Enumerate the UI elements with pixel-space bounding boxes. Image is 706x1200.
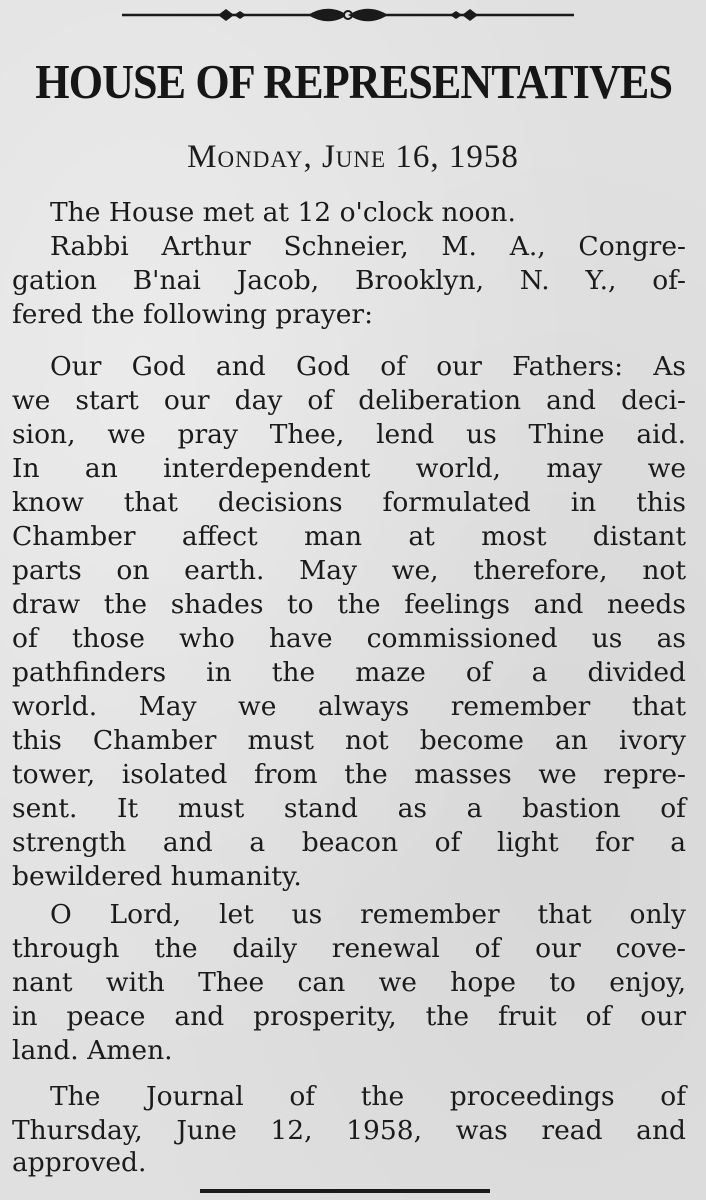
text-line: nant with Thee can we hope to enjoy, <box>12 967 686 998</box>
text-line: sent. It must stand as a bastion of <box>12 793 686 824</box>
text-line: Thursday, June 12, 1958, was read and <box>12 1115 686 1146</box>
text-line: in peace and prosperity, the fruit of our <box>12 1001 686 1032</box>
text-line: The House met at 12 o'clock noon. <box>50 197 516 228</box>
text-line: tower, isolated from the masses we repre- <box>12 759 686 790</box>
decorative-rule-ornament <box>122 4 574 26</box>
text-line: O Lord, let us remember that only <box>50 899 686 930</box>
text-line: sion, we pray Thee, lend us Thine aid. <box>12 419 686 450</box>
text-line: In an interdependent world, may we <box>12 453 686 484</box>
text-line: gation B'nai Jacob, Brooklyn, N. Y., of- <box>12 265 686 296</box>
text-line: draw the shades to the feelings and needs <box>12 589 686 620</box>
text-line: world. May we always remember that <box>12 691 686 722</box>
text-line: through the daily renewal of our cove- <box>12 933 686 964</box>
text-line: we start our day of deliberation and deci- <box>12 385 686 416</box>
session-date: Monday, June 16, 1958 <box>187 139 519 175</box>
text-line: parts on earth. May we, therefore, not <box>12 555 686 586</box>
text-line: strength and a beacon of light for a <box>12 827 686 858</box>
text-line: this Chamber must not become an ivory <box>12 725 686 756</box>
text-line: fered the following prayer: <box>12 299 374 330</box>
closing-rule <box>200 1189 490 1193</box>
text-line: approved. <box>12 1147 147 1178</box>
text-line: bewildered humanity. <box>12 861 302 892</box>
section-title: HOUSE OF REPRESENTATIVES <box>35 54 673 109</box>
text-line: pathfinders in the maze of a divided <box>12 657 686 688</box>
text-line: land. Amen. <box>12 1035 173 1066</box>
text-line: Our God and God of our Fathers: As <box>50 351 686 382</box>
text-line: Rabbi Arthur Schneier, M. A., Congre- <box>50 231 686 262</box>
text-line: The Journal of the proceedings of <box>50 1081 686 1112</box>
text-line: know that decisions formulated in this <box>12 487 686 518</box>
text-line: of those who have commissioned us as <box>12 623 686 654</box>
text-line: Chamber affect man at most distant <box>12 521 686 552</box>
